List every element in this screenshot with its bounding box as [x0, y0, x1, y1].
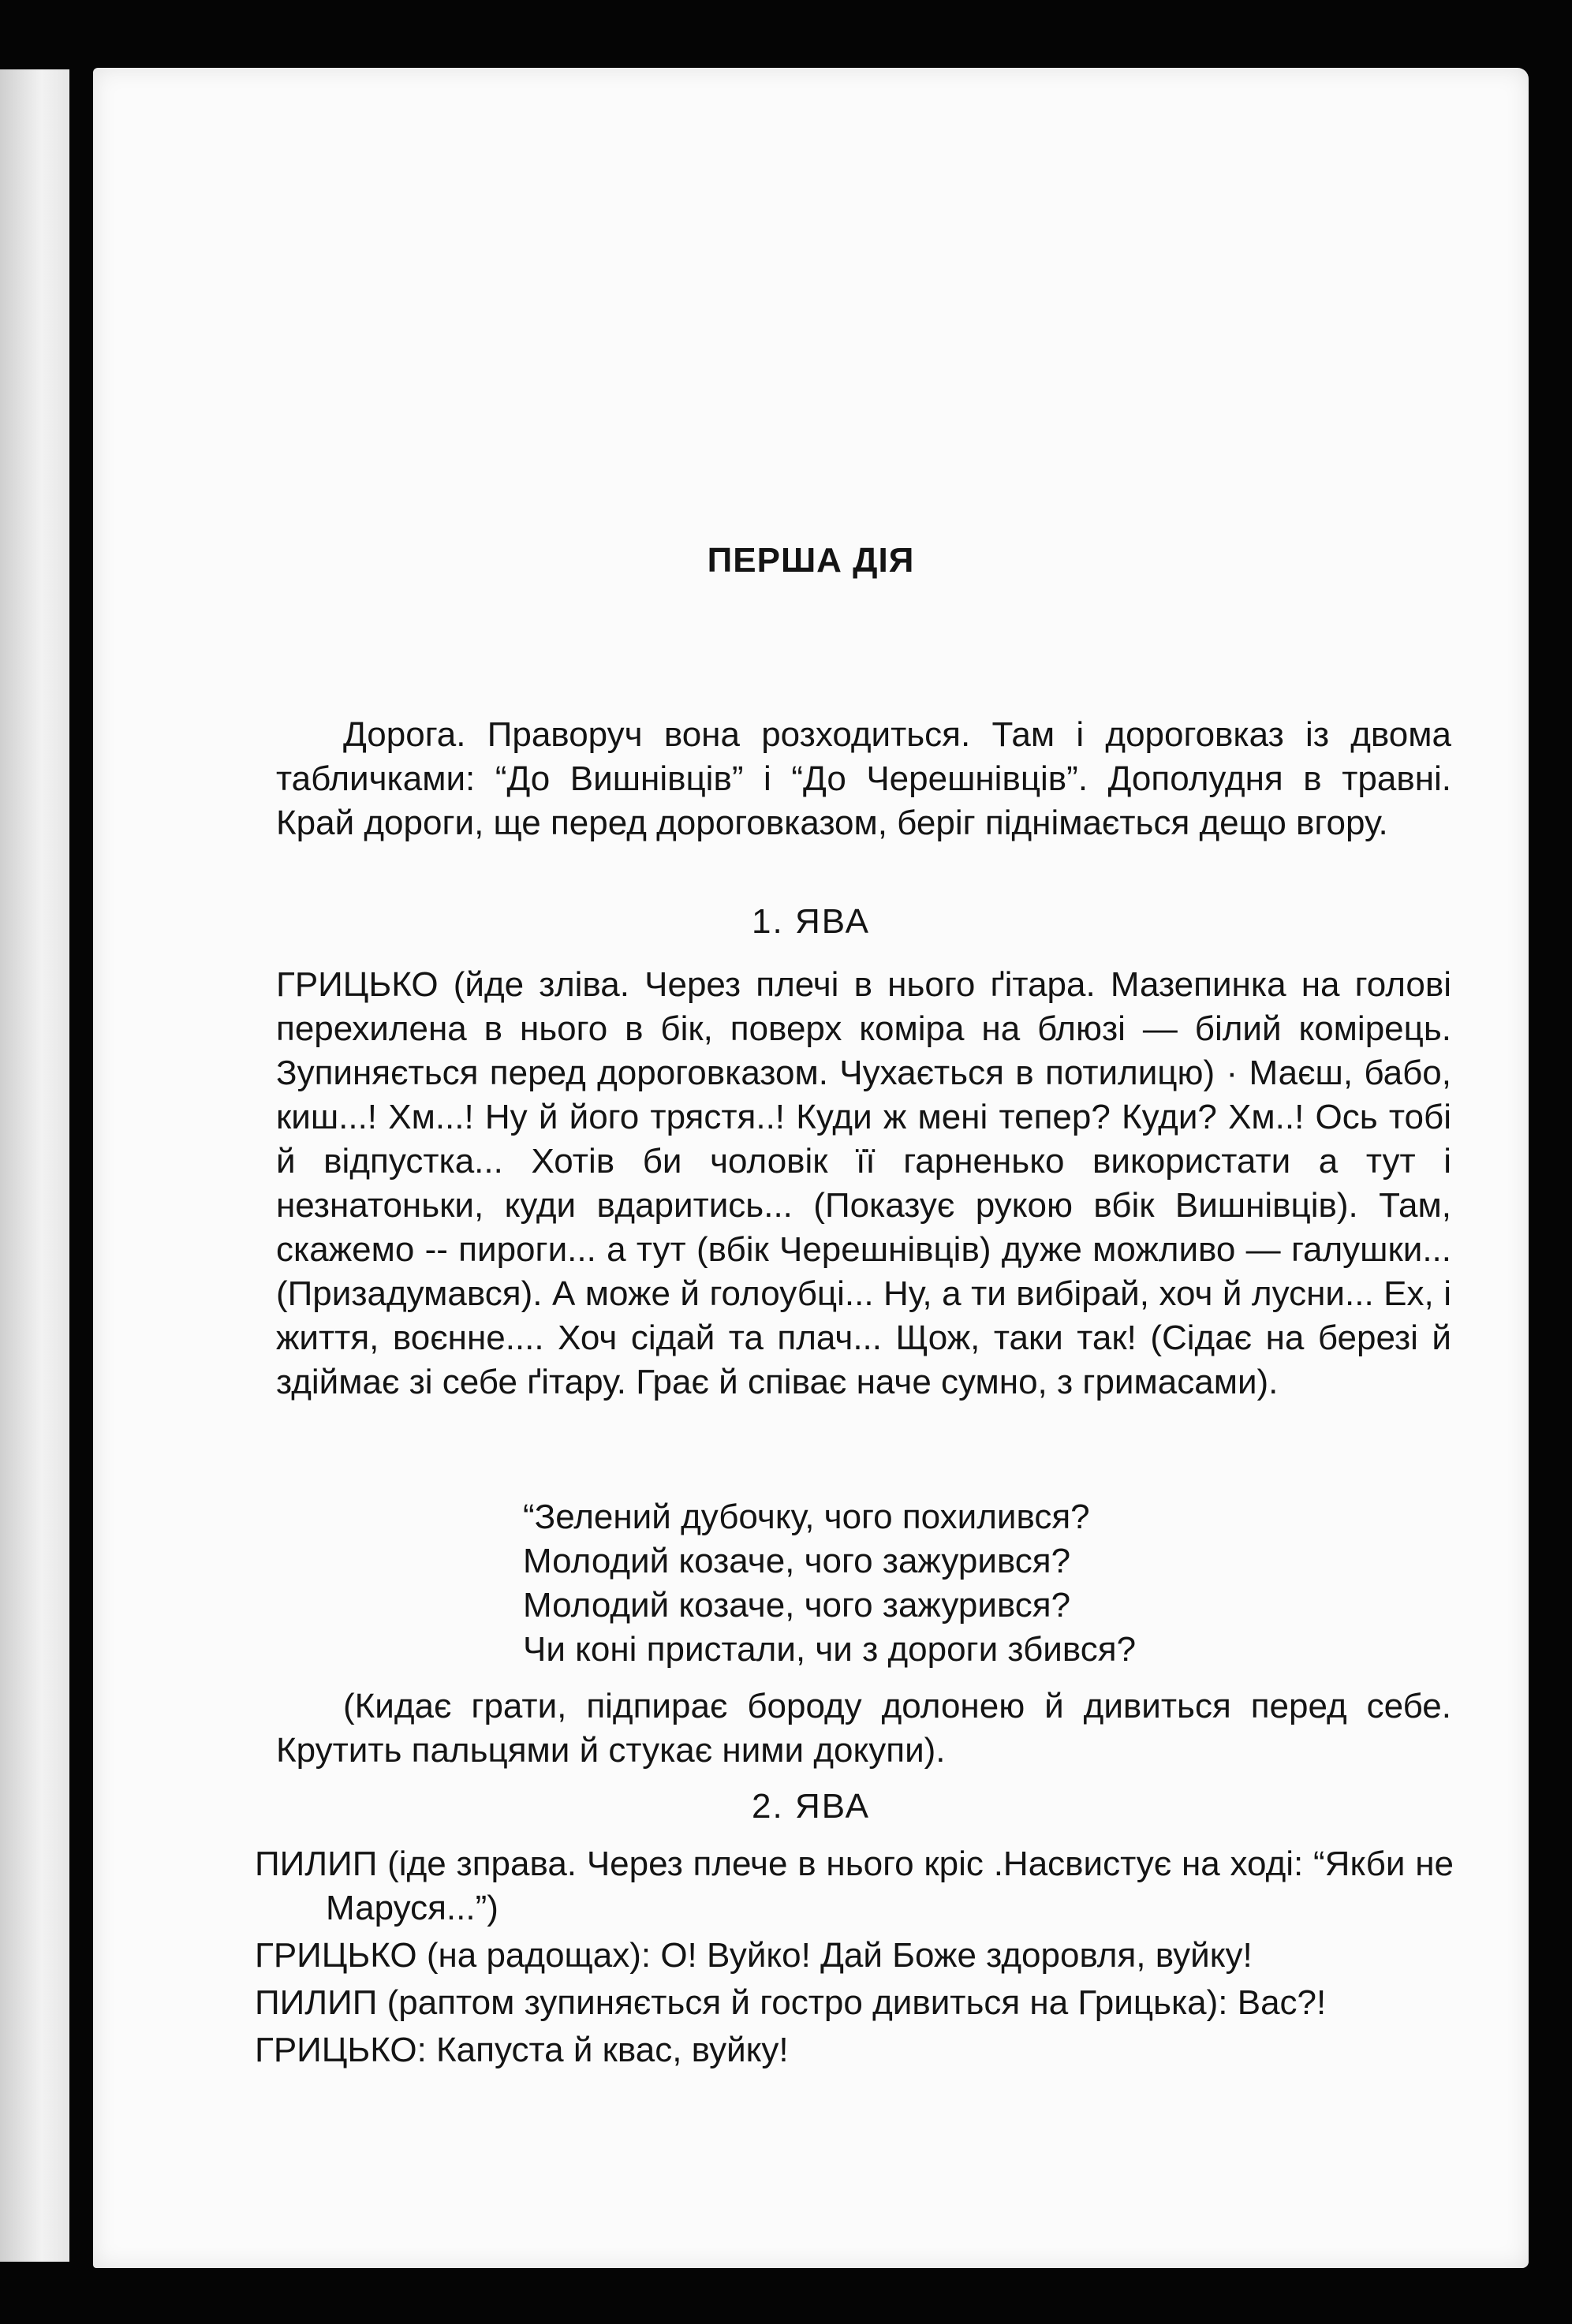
dialogue-text: (на радощах): О! Вуйко! Дай Боже здоровля, вуйку! [416, 1936, 1253, 1975]
dialogue-line [255, 2028, 1454, 2072]
song-line: “Зелений дубочку, чого похилився? [523, 1498, 1090, 1536]
song-line: Чи коні пристали, чи з дороги збився? [523, 1630, 1137, 1669]
song-line: Молодий козаче, чого зажурився? [523, 1542, 1071, 1580]
scene-2-heading: 2. ЯВА [752, 1787, 870, 1826]
dialogue-text: : Капуста й квас, вуйку! [416, 2031, 789, 2069]
scene-1-heading: 1. ЯВА [752, 902, 870, 941]
song-line: Молодий козаче, чого зажурився? [523, 1586, 1071, 1625]
act-title: ПЕРША ДІЯ [707, 541, 915, 580]
speaker-name: ГРИЦЬКО [255, 1936, 417, 1975]
dialogue-block [255, 1842, 1454, 2076]
speaker-name: ПИЛИП [255, 1983, 378, 2022]
book-page [93, 68, 1529, 2268]
speaker-name: ПИЛИП [255, 1845, 378, 1883]
dialogue-line [255, 1934, 1454, 1978]
scene-1-monologue: ГРИЦЬКО (йде зліва. Через плечі в нього ґітара. Мазепинка на голові перехилена в нього в бік, поверх коміра на блюзі — білий комірець. Зупиняється перед дороговказом. Чухається в потилицю) · Маєш, бабо, киш...! Хм...! Ну й його трястя..! Куди ж мені тепер? Куди? Хм..! Ось тобі й відпустка... Хотів би чоловік її гарненько використати а тут і незнатоньки, куди вдаритись... (Показує рукою вбік Вишнівців). Там, скажемо -- пироги... а тут (вбік Черешнівців) дуже можливо — галушки... (Призадумався). А може й голоубці... Ну, а ти вибірай, хоч й лусни... Ех, і життя, воєнне.... Хоч сідай та плач... Щож, таки так! (Сідає на березі й здіймає зі себе ґітару. Грає й співає наче сумно, з гримасами). [276, 965, 1451, 1401]
after-song-stage-direction: (Кидає грати, підпирає бороду долонею й дивиться перед себе. Крутить пальцями й стукає ними докупи). [276, 1687, 1451, 1770]
song-verse [523, 1495, 1469, 1672]
dialogue-text: (іде зправа. Через плече в нього кріс .Насвистує на ході: “Якби не Маруся...”) [326, 1845, 1454, 1927]
speaker-name: ГРИЦЬКО [255, 2031, 417, 2069]
previous-page-edge [0, 69, 69, 2262]
dialogue-line [255, 1842, 1454, 1930]
intro-stage-direction: Дорога. Праворуч вона розходиться. Там і дороговказ із двома табличками: “До Вишнівців” і “До Черешнівців”. Дополудня в травні. Край дороги, ще перед дороговказом, беріг піднімається дещо вгору. [276, 715, 1451, 842]
dialogue-text: (раптом зупиняється й гостро дивиться на Грицька): Вас?! [377, 1983, 1327, 2022]
dialogue-line [255, 1981, 1454, 2025]
